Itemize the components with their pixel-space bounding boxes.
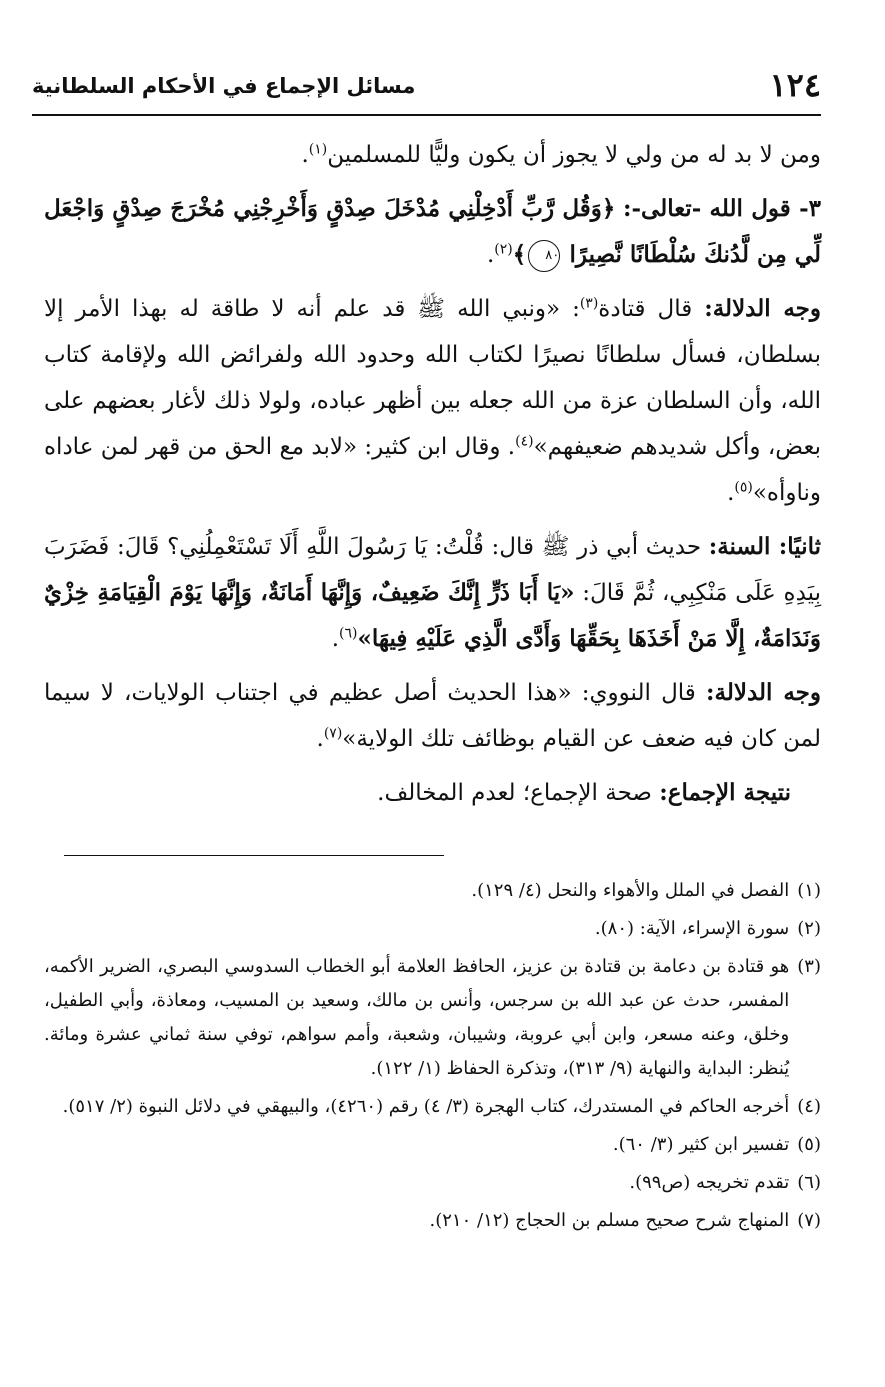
item-lead: ٣- قول الله -تعالى-:	[622, 195, 822, 222]
footnote-ref: (١)	[308, 141, 328, 158]
quran-verse: ﴿وَقُل رَّبِّ أَدْخِلْنِي مُدْخَلَ صِدْقٍ وَأَخْرِجْنِي مُخْرَجَ صِدْقٍ وَاجْعَل لِّي مِن لَّدُنكَ سُلْطَانًا نَّصِيرًا	[44, 195, 821, 268]
footnote-number: (٥)	[797, 1134, 821, 1155]
punctuation: .	[301, 142, 309, 168]
section-label: نتيجة الإجماع:	[659, 779, 791, 806]
section-label: ثانيًا: السنة:	[708, 533, 822, 560]
paragraph-3	[44, 286, 821, 516]
paragraph-4	[44, 524, 821, 662]
footnote-number: (١)	[797, 880, 821, 901]
footnote	[44, 950, 821, 1086]
footnote-number: (٦)	[797, 1172, 821, 1193]
running-title: مسائل الإجماع في الأحكام السلطانية	[32, 74, 416, 98]
verse-number-marker: ٨٠	[528, 240, 560, 272]
paragraph-5	[44, 670, 821, 762]
page-number: ١٢٤	[769, 66, 821, 104]
footnote-text: تقدم تخريجه (ص٩٩).	[629, 1172, 790, 1193]
footnote-ref: (٣)	[579, 295, 599, 312]
quote-text: قال النووي: «هذا الحديث أصل عظيم في اجتناب الولايات، لا سيما لمن كان فيه ضعف عن القيام بوظائف تلك الولاية»	[44, 680, 821, 752]
footnote	[44, 912, 821, 946]
section-label: وجه الدلالة:	[704, 295, 821, 322]
paragraph-text: قال قتادة	[598, 296, 693, 322]
page-header	[32, 62, 821, 114]
footnote-ref: (٤)	[515, 433, 534, 450]
footnote-text: هو قتادة بن دعامة بن قتادة بن عزيز، الحافظ العلامة أبو الخطاب السدوسي البصري، الضرير الأكمه، المفسر، حدث عن عبد الله بن سرجس، وأنس بن مالك، وسعيد بن المسيب، ومعاذة، وأبي الطفيل، وخلق، وعنه مسعر، وابن أبي عروبة، وشيبان، وشعبة، وأمم سواهم، توفي سنة ثماني عشرة ومائة. يُنظر: البداية والنهاية (٩/ ٣١٣)، وتذكرة الحفاظ (١/ ١٢٢).	[44, 956, 790, 1079]
punctuation: .	[316, 726, 324, 752]
footnote	[44, 874, 821, 908]
footnote-text: تفسير ابن كثير (٣/ ٦٠).	[612, 1134, 790, 1155]
main-text	[44, 132, 821, 824]
hadith-quote: «يَا أَبَا ذَرٍّ إِنَّكَ ضَعِيفٌ، وَإِنَّهَا أَمَانَةٌ، وَإِنَّهَا يَوْمَ الْقِيَامَةِ خِزْيٌ وَنَدَامَةٌ، إِلَّا مَنْ أَخَذَهَا بِحَقِّهَا وَأَدَّى الَّذِي عَلَيْهِ فِيهَا»	[44, 579, 821, 652]
footnote	[44, 1128, 821, 1162]
quote-text: : «ونبي الله ﷺ قد علم أنه لا طاقة له بهذا الأمر إلا بسلطان، فسأل سلطانًا نصيرًا لكتاب الله وحدود الله ولفرائض الله ولإقامة كتاب الله، وأن السلطان عزة من الله جعله بين أظهر عباده، ولولا ذلك لأغار بعضهم على بعض، وأكل شديدهم ضعيفهم»	[44, 296, 821, 460]
footnote-number: (٣)	[797, 956, 821, 977]
footnote	[44, 1090, 821, 1124]
hadith-text: قُلْتُ: يَا رَسُولَ اللَّهِ أَلَا تَسْتَعْمِلُنِي؟ قَالَ: فَضَرَبَ بِيَدِهِ عَلَى مَنْكِبِي، ثُمَّ قَالَ:	[44, 534, 822, 606]
quote-text: . وقال ابن كثير: «لابد مع الحق من قهر لمن عاداه وناوأه»	[44, 434, 821, 506]
footnote-text: أخرجه الحاكم في المستدرك، كتاب الهجرة (٣/ ٤) رقم (٤٢٦٠)، والبيهقي في دلائل النبوة (٢/ ٥١٧).	[62, 1096, 790, 1117]
footnote-text: المنهاج شرح صحيح مسلم بن الحجاج (١٢/ ٢١٠).	[429, 1210, 790, 1231]
paragraph-text: ومن لا بد له من ولي لا يجوز أن يكون وليًّا للمسلمين	[327, 142, 821, 168]
footnote-separator	[64, 855, 444, 856]
paragraph-2	[44, 186, 821, 278]
paragraph-1	[44, 132, 821, 178]
paragraph-text: حديث أبي ذر ﷺ قال:	[491, 534, 702, 560]
footnote-ref: (٧)	[323, 725, 343, 742]
paragraph-6	[44, 770, 821, 816]
footnote-text: الفصل في الملل والأهواء والنحل (٤/ ١٢٩).	[471, 880, 790, 901]
verse-close-bracket: ﴾	[512, 241, 527, 268]
section-label: وجه الدلالة:	[706, 679, 821, 706]
footnote-text: سورة الإسراء، الآية: (٨٠).	[594, 918, 790, 939]
paragraph-text: صحة الإجماع؛ لعدم المخالف.	[377, 780, 652, 806]
footnote-ref: (٥)	[734, 479, 753, 496]
footnote-number: (٤)	[797, 1096, 821, 1117]
punctuation: .	[331, 626, 340, 652]
footnote-number: (٢)	[797, 918, 821, 939]
footnote	[44, 1166, 821, 1200]
punctuation: .	[727, 480, 735, 506]
punctuation: .	[486, 242, 495, 268]
footnote-number: (٧)	[797, 1210, 821, 1231]
footnote-ref: (٢)	[494, 241, 513, 258]
footnote	[44, 1204, 821, 1238]
footnote-ref: (٦)	[339, 625, 358, 642]
footnotes	[44, 874, 821, 1242]
header-rule	[32, 114, 821, 116]
